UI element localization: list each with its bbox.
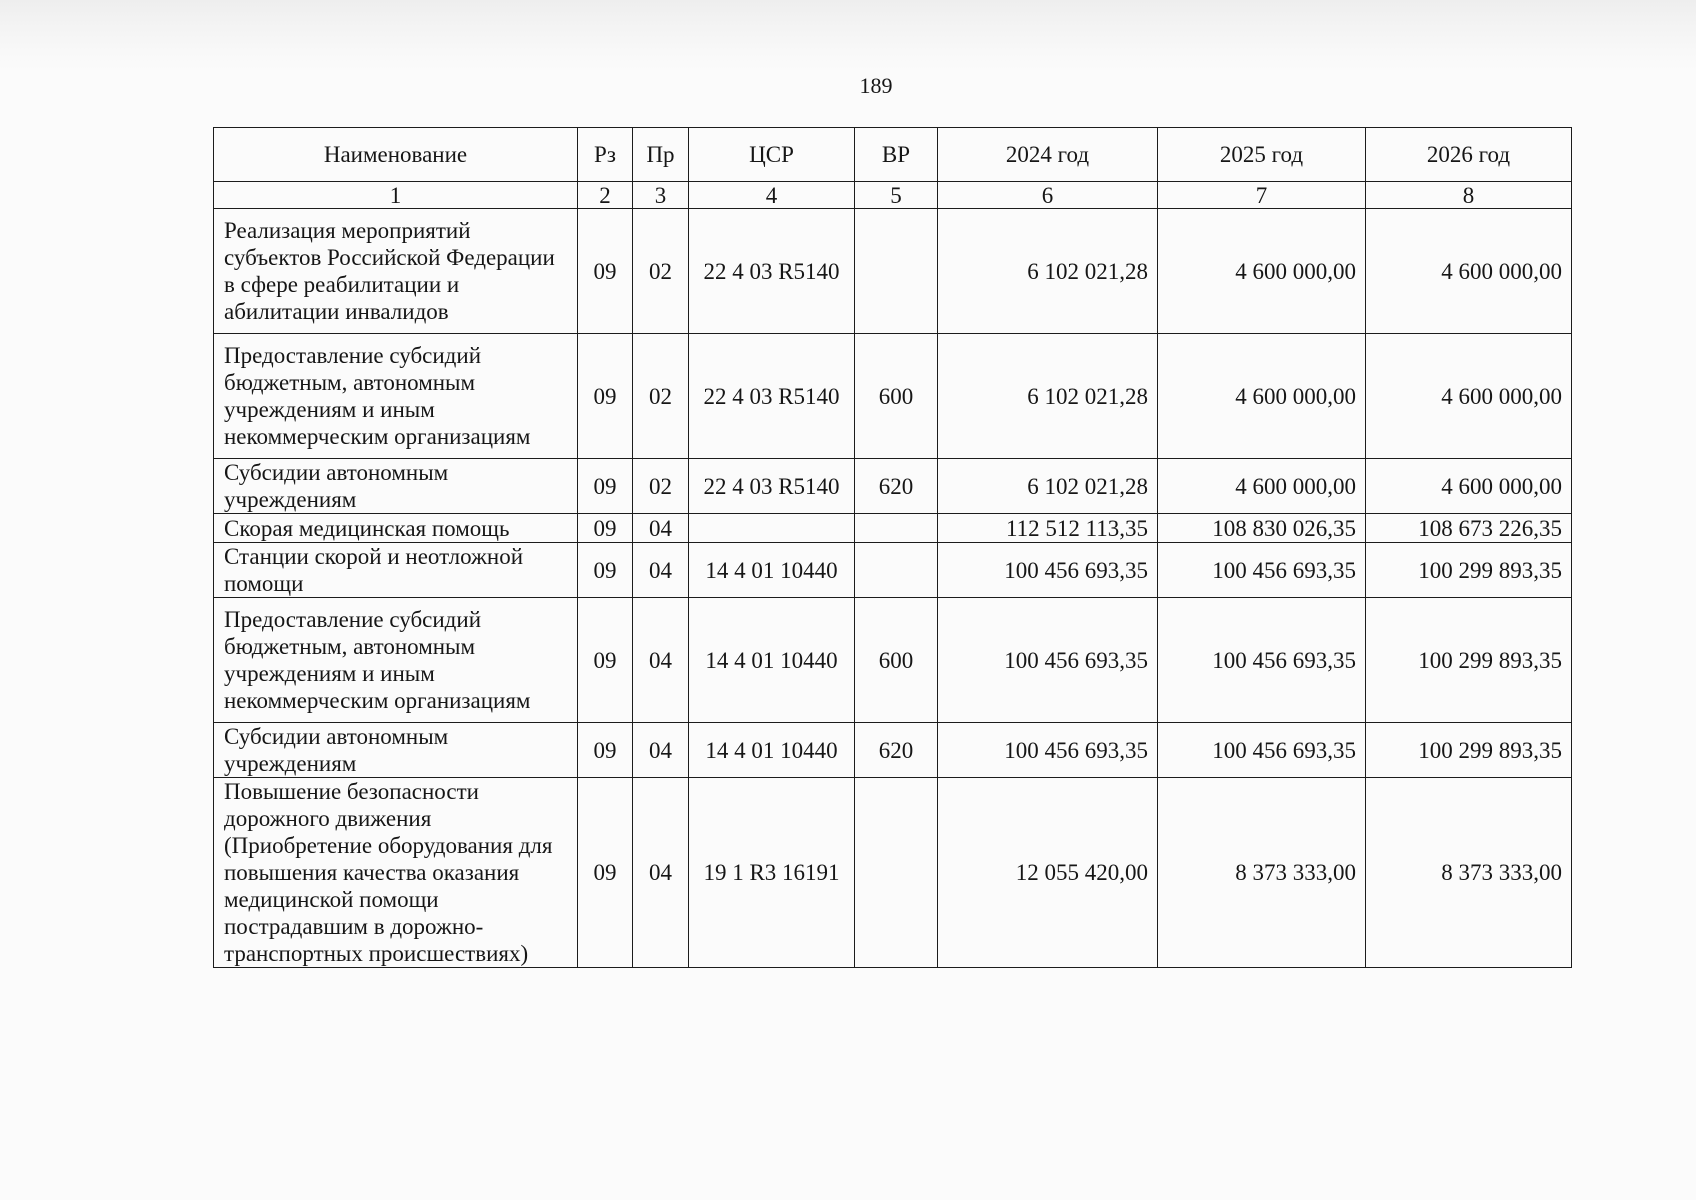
column-number: 6 xyxy=(938,182,1158,209)
column-number: 1 xyxy=(214,182,578,209)
cell-name: Субсидии автономным учреждениям xyxy=(214,459,578,514)
cell-2025: 4 600 000,00 xyxy=(1158,334,1366,459)
cell-2026: 4 600 000,00 xyxy=(1366,209,1572,334)
cell-2026: 4 600 000,00 xyxy=(1366,459,1572,514)
cell-2024: 100 456 693,35 xyxy=(938,598,1158,723)
table-row xyxy=(214,209,1572,334)
cell-rz: 09 xyxy=(578,334,633,459)
cell-2026: 108 673 226,35 xyxy=(1366,514,1572,543)
cell-vr xyxy=(855,209,938,334)
cell-2024: 6 102 021,28 xyxy=(938,334,1158,459)
column-number: 7 xyxy=(1158,182,1366,209)
header-csr: ЦСР xyxy=(689,128,855,182)
cell-rz: 09 xyxy=(578,209,633,334)
cell-rz: 09 xyxy=(578,598,633,723)
page-number: 189 xyxy=(859,73,893,98)
header-2025: 2025 год xyxy=(1158,128,1366,182)
cell-2024: 12 055 420,00 xyxy=(938,778,1158,968)
cell-pr: 04 xyxy=(633,514,689,543)
cell-2024: 100 456 693,35 xyxy=(938,723,1158,778)
cell-2026: 100 299 893,35 xyxy=(1366,723,1572,778)
budget-table xyxy=(213,127,1572,968)
table-row xyxy=(214,543,1572,598)
cell-vr: 600 xyxy=(855,598,938,723)
cell-2026: 4 600 000,00 xyxy=(1366,334,1572,459)
cell-2025: 100 456 693,35 xyxy=(1158,598,1366,723)
cell-2026: 8 373 333,00 xyxy=(1366,778,1572,968)
cell-2025: 100 456 693,35 xyxy=(1158,723,1366,778)
header-2024: 2024 год xyxy=(938,128,1158,182)
cell-pr: 04 xyxy=(633,723,689,778)
table-row xyxy=(214,723,1572,778)
cell-rz: 09 xyxy=(578,543,633,598)
cell-2026: 100 299 893,35 xyxy=(1366,543,1572,598)
table-row xyxy=(214,459,1572,514)
cell-vr: 620 xyxy=(855,723,938,778)
cell-vr xyxy=(855,543,938,598)
cell-2024: 112 512 113,35 xyxy=(938,514,1158,543)
cell-2025: 108 830 026,35 xyxy=(1158,514,1366,543)
cell-csr: 14 4 01 10440 xyxy=(689,598,855,723)
cell-csr: 22 4 03 R5140 xyxy=(689,334,855,459)
cell-name: Предоставление субсидий бюджетным, автономным учреждениям и иным некоммерческим организациям xyxy=(214,334,578,459)
cell-2025: 8 373 333,00 xyxy=(1158,778,1366,968)
table-row xyxy=(214,598,1572,723)
column-number: 3 xyxy=(633,182,689,209)
cell-2025: 4 600 000,00 xyxy=(1158,209,1366,334)
cell-pr: 04 xyxy=(633,778,689,968)
cell-name: Субсидии автономным учреждениям xyxy=(214,723,578,778)
cell-csr: 22 4 03 R5140 xyxy=(689,459,855,514)
cell-2025: 4 600 000,00 xyxy=(1158,459,1366,514)
cell-name: Станции скорой и неотложной помощи xyxy=(214,543,578,598)
cell-vr: 600 xyxy=(855,334,938,459)
cell-csr xyxy=(689,514,855,543)
cell-vr xyxy=(855,778,938,968)
cell-rz: 09 xyxy=(578,459,633,514)
cell-2024: 100 456 693,35 xyxy=(938,543,1158,598)
cell-2026: 100 299 893,35 xyxy=(1366,598,1572,723)
header-pr: Пр xyxy=(633,128,689,182)
cell-vr xyxy=(855,514,938,543)
cell-name: Повышение безопасности дорожного движения (Приобретение оборудования для повышения качества оказания медицинской помощи пострадавшим в дорожно-транспортных происшествиях) xyxy=(214,778,578,968)
table-row xyxy=(214,778,1572,968)
header-rz: Рз xyxy=(578,128,633,182)
cell-rz: 09 xyxy=(578,778,633,968)
cell-name: Скорая медицинская помощь xyxy=(214,514,578,543)
table-row xyxy=(214,514,1572,543)
header-name: Наименование xyxy=(214,128,578,182)
cell-vr: 620 xyxy=(855,459,938,514)
cell-rz: 09 xyxy=(578,514,633,543)
cell-csr: 14 4 01 10440 xyxy=(689,723,855,778)
cell-2024: 6 102 021,28 xyxy=(938,459,1158,514)
column-number: 8 xyxy=(1366,182,1572,209)
column-number-row xyxy=(214,182,1572,209)
header-vr: ВР xyxy=(855,128,938,182)
scan-shadow xyxy=(0,0,1696,70)
cell-pr: 02 xyxy=(633,209,689,334)
column-number: 5 xyxy=(855,182,938,209)
column-number: 2 xyxy=(578,182,633,209)
cell-name: Предоставление субсидий бюджетным, автономным учреждениям и иным некоммерческим организациям xyxy=(214,598,578,723)
header-row xyxy=(214,128,1572,182)
cell-pr: 02 xyxy=(633,334,689,459)
cell-csr: 14 4 01 10440 xyxy=(689,543,855,598)
cell-2025: 100 456 693,35 xyxy=(1158,543,1366,598)
table-row xyxy=(214,334,1572,459)
cell-csr: 19 1 R3 16191 xyxy=(689,778,855,968)
cell-pr: 04 xyxy=(633,598,689,723)
cell-pr: 02 xyxy=(633,459,689,514)
cell-csr: 22 4 03 R5140 xyxy=(689,209,855,334)
cell-name: Реализация мероприятий субъектов Российской Федерации в сфере реабилитации и абилитации инвалидов xyxy=(214,209,578,334)
cell-rz: 09 xyxy=(578,723,633,778)
cell-pr: 04 xyxy=(633,543,689,598)
header-2026: 2026 год xyxy=(1366,128,1572,182)
column-number: 4 xyxy=(689,182,855,209)
cell-2024: 6 102 021,28 xyxy=(938,209,1158,334)
